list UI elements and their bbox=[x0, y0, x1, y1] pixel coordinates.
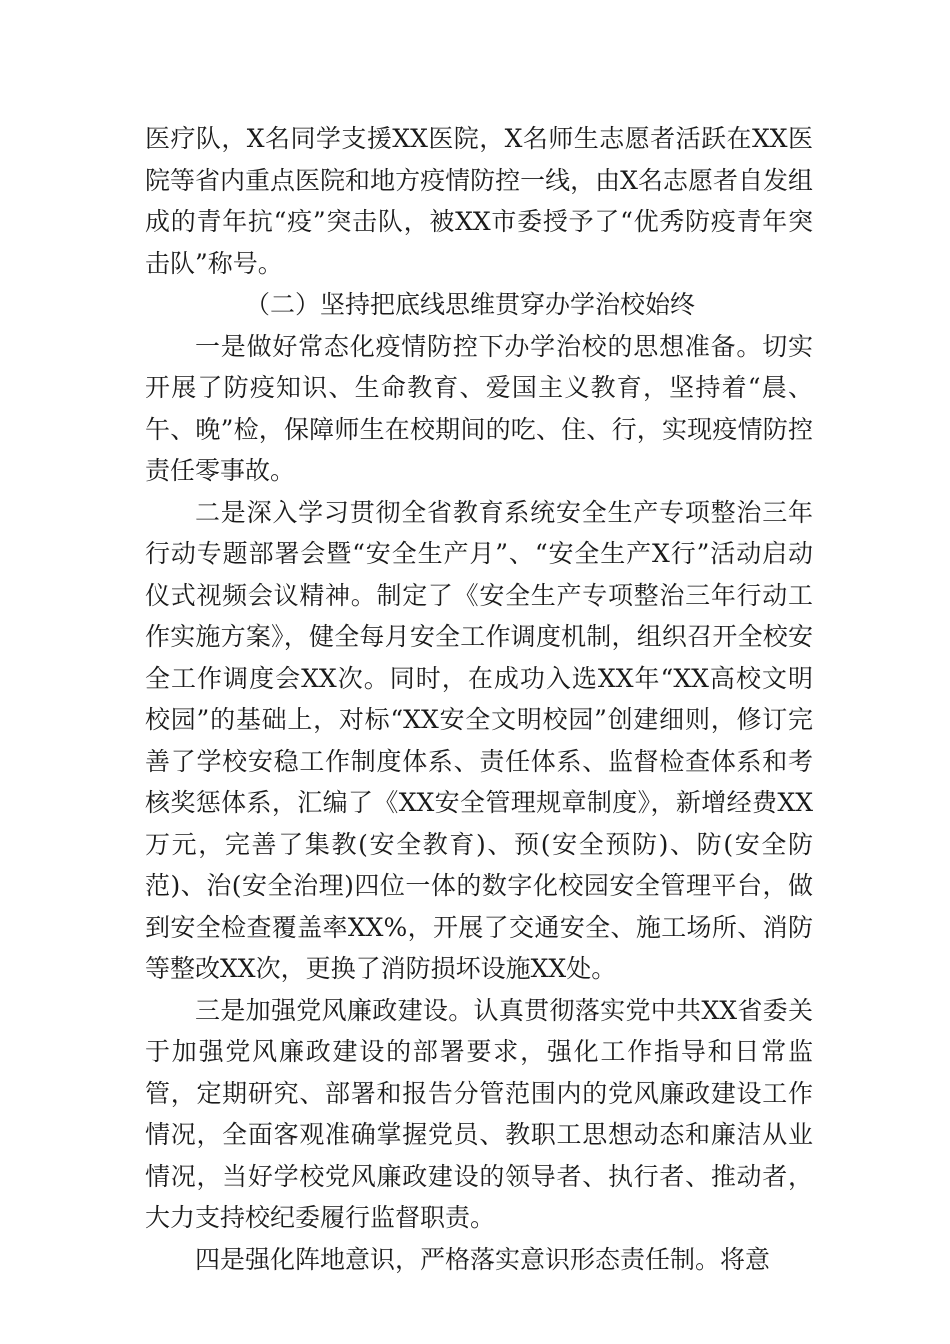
paragraph-continuation: 医疗队，X名同学支援XX医院，X名师生志愿者活跃在XX医院等省内重点医院和地方疫情防控一线，由X名志愿者自发组成的青年抗“疫”突击队，被XX市委授予了“优秀防疫青年突击队”称号。 bbox=[145, 124, 813, 278]
paragraph-point-1: 一是做好常态化疫情防控下办学治校的思想准备。切实开展了防疫知识、生命教育、爱国主义教育，坚持着“晨、午、晚”检，保障师生在校期间的吃、住、行，实现疫情防控责任零事故。 bbox=[145, 331, 813, 485]
paragraph-point-4: 四是强化阵地意识，严格落实意识形态责任制。将意 bbox=[195, 1244, 771, 1274]
section-heading: （二）坚持把底线思维贯穿办学治校始终 bbox=[245, 290, 696, 319]
paragraph-point-2: 二是深入学习贯彻全省教育系统安全生产专项整治三年行动专题部署会暨“安全生产月”、“安全生产X行”活动启动仪式视频会议精神。制定了《安全生产专项整治三年行动工作实施方案》，健全每月安全工作调度机制，组织召开全校安全工作调度会XX次。同时，在成功入选XX年“XX高校文明校园”的基础上，对标“XX安全文明校园”创建细则，修订完善了学校安稳工作制度体系、责任体系、监督检查体系和考核奖惩体系，汇编了《XX安全管理规章制度》，新增经费XX万元，完善了集教(安全教育)、预(安全预防)、防(安全防范)、治(安全治理)四位一体的数字化校园安全管理平台，做到安全检查覆盖率XX%，开展了交通安全、施工场所、消防等整改XX次，更换了消防损坏设施XX处。 bbox=[145, 497, 813, 983]
paragraph-point-3: 三是加强党风廉政建设。认真贯彻落实党中共XX省委关于加强党风廉政建设的部署要求，强化工作指导和日常监管，定期研究、部署和报告分管范围内的党风廉政建设工作情况，全面客观准确掌握党员、教职工思想动态和廉洁从业情况，当好学校党风廉政建设的领导者、执行者、推动者，大力支持校纪委履行监督职责。 bbox=[145, 995, 813, 1232]
document-body bbox=[145, 118, 813, 1280]
